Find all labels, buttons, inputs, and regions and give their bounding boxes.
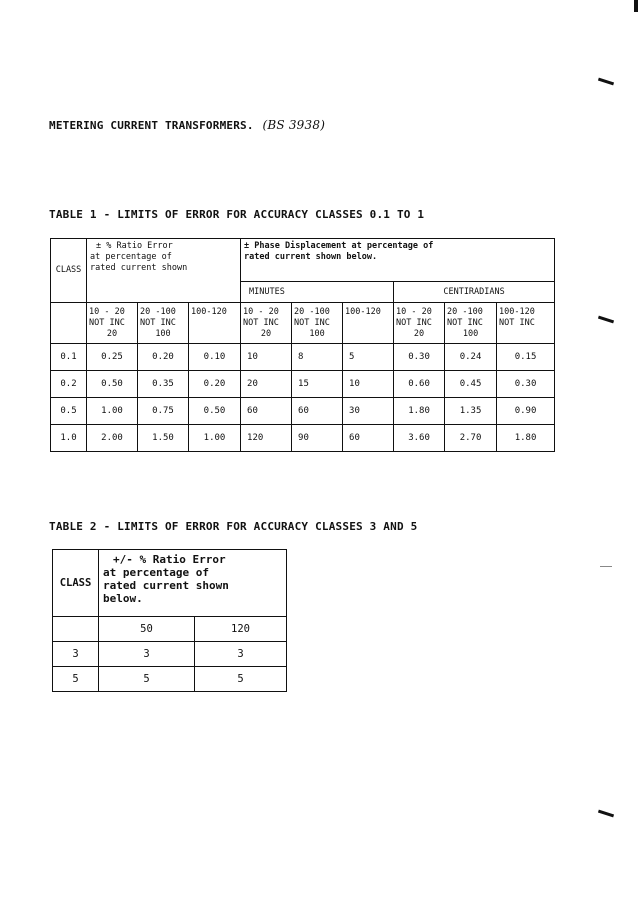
class-cell: 0.5 (51, 398, 87, 425)
value-cell: 1.80 (394, 398, 445, 425)
scan-mark-top (634, 0, 638, 12)
value-cell: 0.60 (394, 371, 445, 398)
value-cell: 0.35 (138, 371, 189, 398)
value-cell: 10 (241, 344, 292, 371)
value-cell: 30 (343, 398, 394, 425)
handwritten-note: (BS 3938) (262, 118, 326, 132)
table1-range-header (394, 303, 445, 344)
range-header-line: NOT INC (294, 318, 330, 328)
table2-caption: TABLE 2 - LIMITS OF ERROR FOR ACCURACY CLASSES 3 AND 5 (49, 520, 418, 533)
value-cell: 120 (241, 425, 292, 452)
value-cell: 3 (99, 642, 195, 667)
value-cell: 0.24 (445, 344, 497, 371)
class-cell: 3 (53, 642, 99, 667)
table1-class-spacer (51, 303, 87, 344)
range-header-line: 100-120 (191, 307, 227, 317)
scan-mark-3 (600, 566, 612, 567)
table-row (51, 344, 555, 371)
value-cell: 60 (241, 398, 292, 425)
value-cell: 0.25 (87, 344, 138, 371)
phase-header-line: rated current shown below. (244, 252, 378, 262)
value-cell: 90 (292, 425, 343, 452)
value-cell: 60 (343, 425, 394, 452)
value-cell: 0.30 (394, 344, 445, 371)
value-cell: 0.45 (445, 371, 497, 398)
range-header-line: 100 (462, 329, 479, 339)
table1-range-header (87, 303, 138, 344)
table-row (51, 398, 555, 425)
class-cell: 0.1 (51, 344, 87, 371)
table-row (53, 667, 287, 692)
value-cell: 1.00 (87, 398, 138, 425)
table1-range-header (292, 303, 343, 344)
range-header-line: 20 -100 (140, 307, 176, 317)
scan-mark-1 (598, 78, 614, 86)
table2 (52, 549, 287, 692)
range-header-line: NOT INC (89, 318, 125, 328)
value-cell: 0.20 (138, 344, 189, 371)
value-cell: 0.15 (497, 344, 555, 371)
table2-ratio-line: +/- % Ratio Error (113, 553, 226, 566)
table2-class-spacer (53, 617, 99, 642)
value-cell: 60 (292, 398, 343, 425)
range-header-line: NOT INC (140, 318, 176, 328)
range-header-line: 10 - 20 (89, 307, 125, 317)
table1-range-header (343, 303, 394, 344)
value-cell: 5 (99, 667, 195, 692)
range-header-line: 10 - 20 (396, 307, 432, 317)
range-header-line: NOT INC (243, 318, 279, 328)
phase-header-line: ± Phase Displacement at percentage of (244, 241, 434, 251)
table1-class-header: CLASS (51, 239, 87, 303)
table2-ratio-line: at percentage of (103, 566, 209, 579)
table2-class-header: CLASS (53, 550, 99, 617)
table-row (51, 371, 555, 398)
class-cell: 5 (53, 667, 99, 692)
title-text: METERING CURRENT TRANSFORMERS. (49, 119, 254, 132)
table1-range-header (189, 303, 241, 344)
value-cell: 0.20 (189, 371, 241, 398)
table2-column-header: 120 (195, 617, 287, 642)
table1 (50, 238, 555, 452)
document-title (49, 118, 325, 132)
table1-phase-header (241, 239, 555, 282)
value-cell: 1.50 (138, 425, 189, 452)
value-cell: 0.50 (189, 398, 241, 425)
table-row (53, 642, 287, 667)
range-header-line: NOT INC (499, 318, 535, 328)
value-cell: 0.90 (497, 398, 555, 425)
range-header-line: NOT INC (447, 318, 483, 328)
range-header-line: NOT INC (396, 318, 432, 328)
range-header-line: 20 (260, 329, 272, 339)
value-cell: 0.50 (87, 371, 138, 398)
range-header-line: 100 (155, 329, 171, 339)
table1-range-header (445, 303, 497, 344)
value-cell: 5 (195, 667, 287, 692)
value-cell: 0.10 (189, 344, 241, 371)
value-cell: 0.75 (138, 398, 189, 425)
table1-caption: TABLE 1 - LIMITS OF ERROR FOR ACCURACY CLASSES 0.1 TO 1 (49, 208, 425, 221)
value-cell: 3.60 (394, 425, 445, 452)
value-cell: 20 (241, 371, 292, 398)
range-header-line: 10 - 20 (243, 307, 279, 317)
range-header-line: 20 -100 (447, 307, 483, 317)
table1-range-header (497, 303, 555, 344)
ratio-header-line: at percentage of (90, 252, 172, 262)
value-cell: 8 (292, 344, 343, 371)
table2-ratio-header (99, 550, 287, 617)
table2-ratio-line: rated current shown (103, 579, 229, 592)
value-cell: 2.00 (87, 425, 138, 452)
table2-column-header: 50 (99, 617, 195, 642)
value-cell: 1.80 (497, 425, 555, 452)
table1-minutes-header: MINUTES (241, 282, 394, 303)
value-cell: 15 (292, 371, 343, 398)
value-cell: 0.30 (497, 371, 555, 398)
value-cell: 10 (343, 371, 394, 398)
range-header-line: 20 -100 (294, 307, 330, 317)
table1-centiradians-header: CENTIRADIANS (394, 282, 555, 303)
class-cell: 1.0 (51, 425, 87, 452)
value-cell: 2.70 (445, 425, 497, 452)
ratio-header-line: ± % Ratio Error (96, 241, 173, 251)
class-cell: 0.2 (51, 371, 87, 398)
table1-range-header (241, 303, 292, 344)
value-cell: 1.35 (445, 398, 497, 425)
table-row (51, 425, 555, 452)
range-header-line: 100-120 (345, 307, 381, 317)
ratio-header-line: rated current shown (90, 263, 188, 273)
value-cell: 5 (343, 344, 394, 371)
range-header-line: 20 (413, 329, 425, 339)
range-header-line: 100-120 (499, 307, 535, 317)
table1-ratio-header (87, 239, 241, 303)
range-header-line: 20 (106, 329, 118, 339)
table2-ratio-line: below. (103, 592, 143, 605)
scan-mark-2 (598, 316, 614, 324)
range-header-line: 100 (309, 329, 325, 339)
table1-range-header (138, 303, 189, 344)
value-cell: 1.00 (189, 425, 241, 452)
scan-mark-4 (598, 810, 614, 818)
value-cell: 3 (195, 642, 287, 667)
